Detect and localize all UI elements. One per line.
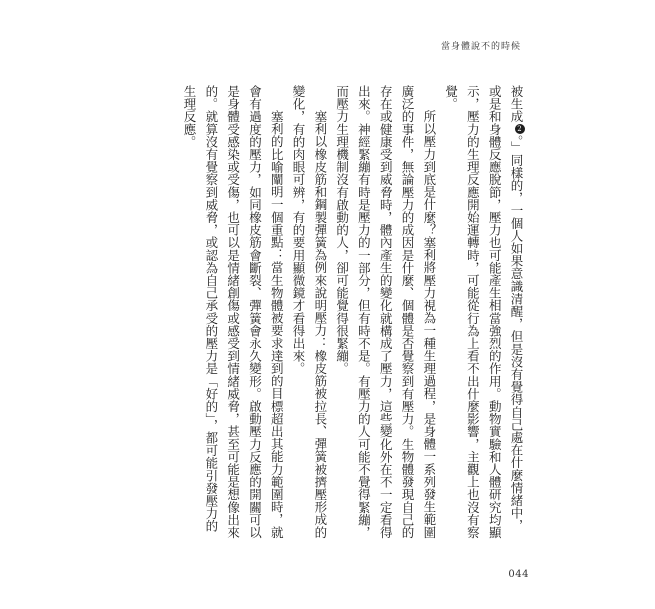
running-head-title: 當身體說不的時候 <box>440 42 521 52</box>
endnote-marker[interactable]: 2 <box>515 124 524 133</box>
main-text-block <box>178 85 527 540</box>
paragraph-2: 所以壓力到底是什麼？塞利將壓力視為一種生理過程，是身體一系列發生範圍廣泛的事件，無論壓力的成因是什麼、個體是否覺察到有壓力。生物體發現自己的存在或健康受到威脅時，體內產生的變化就構成了壓力，這些變化外在不一定看得出來。神經緊繃有時是壓力的一部分，但有時不是。有壓力的人可能不覺得緊繃，而壓力生理機制沒有啟動的人，卻可能覺得很緊繃。 <box>334 85 437 539</box>
paragraph-4: 塞利的比喻闡明一個重點：當生物體被要求達到的目標超出其能力範圍時，就會有過度的壓力，如同橡皮筋會斷裂、彈簧會永久變形。啟動壓力反應的開關可以是身體受感染或受傷，也可以是情緒創傷或感受到情緒威脅，甚至可能是想像出來的。就算沒有覺察到威脅，或認為自己承受的壓力是「好的」，都可能引發壓力的生理反應。 <box>182 85 285 539</box>
page-number: 044 <box>508 569 529 580</box>
paragraph-3: 塞利以橡皮筋和鋼製彈簧為例來說明壓力：橡皮筋被拉長、彈簧被擠壓形成的變化，有的肉眼可辨，有的要用顯微鏡才看得出來。 <box>291 85 328 539</box>
paragraph-1-after-note: 。」同樣的，一個人如果意識清醒，但是沒有覺得自己處在什麼情緒中，或是和身體反應脫節，壓力也可能產生相當強烈的作用。動物實驗和人體研究均顯示，壓力的生理反應開始運轉時，可能從行為上看不出什麼影響，主觀上也沒有察覺。 <box>443 85 524 539</box>
paragraph-1-before-note: 被生成 <box>509 85 524 123</box>
paragraph-1 <box>440 85 527 540</box>
